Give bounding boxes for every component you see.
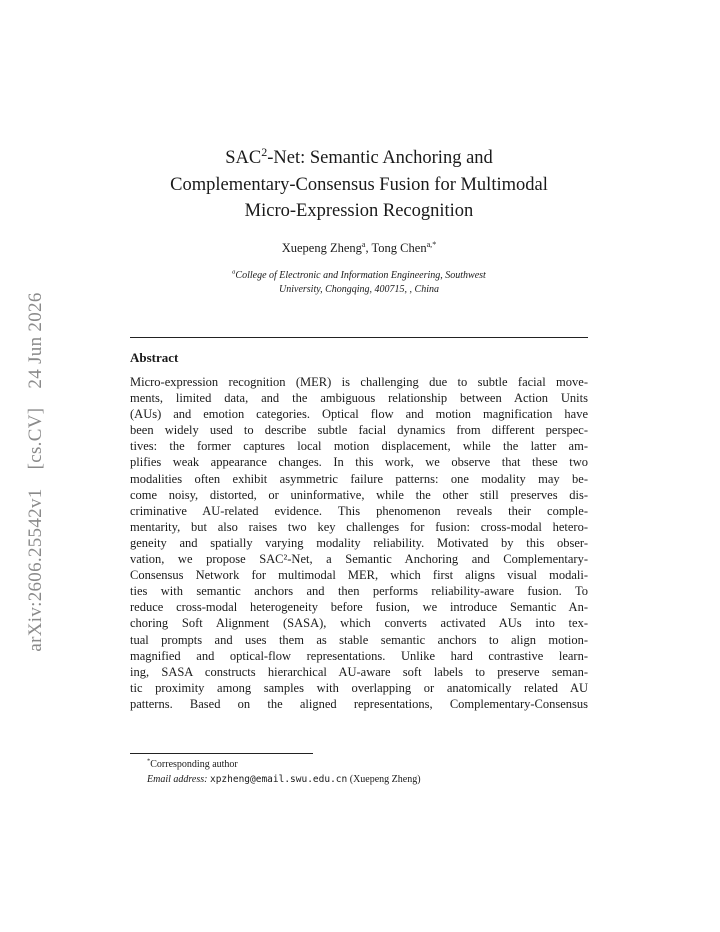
email-owner: (Xuepeng Zheng)	[349, 774, 421, 785]
abstract-line: (AUs) and emotion categories. Optical flow and motion magnification have	[130, 407, 588, 422]
abstract-line: ties with semantic anchors and then performs reliability-aware fusion. To	[130, 584, 588, 599]
abstract-line: mentarity, but also raises two key challenges for fusion: cross-modal hetero-	[130, 519, 588, 534]
email-label: Email address:	[147, 774, 208, 785]
abstract-line: tic proximity among samples with overlapping or anatomically related AU	[130, 680, 588, 695]
abstract-top-rule	[130, 337, 588, 338]
abstract-line: tives: the former captures local motion displacement, while the latter am-	[130, 439, 588, 454]
email-note	[147, 772, 421, 787]
abstract-body	[130, 374, 588, 712]
abstract-line: magnified and optical-flow representations. Unlike hard contrastive learn-	[130, 648, 588, 663]
abstract-line: been widely used to describe subtle facial dynamics from different perspec-	[130, 423, 588, 438]
abstract-line: choring Soft Alignment (SASA), which converts activated AUs into tex-	[130, 616, 588, 631]
abstract-line: come noisy, distorted, or uninformative, while the other still preserves dis-	[130, 487, 588, 502]
footnotes	[147, 757, 421, 787]
author-separator: ,	[365, 241, 372, 255]
abstract-line: tual prompts and uses them as stable semantic anchors to align motion-	[130, 632, 588, 647]
abstract-line: Micro-expression recognition (MER) is challenging due to subtle facial move-	[130, 375, 588, 389]
corresponding-author-note	[147, 757, 421, 772]
abstract-line: geneity and spatially varying modality reliability. Motivated by this obser-	[130, 535, 588, 550]
title-prefix: SAC	[225, 148, 262, 168]
footnote-text: Corresponding author	[150, 759, 238, 770]
title-line-3: Micro-Expression Recognition	[244, 201, 474, 221]
title-line-1	[130, 145, 588, 172]
author-list	[130, 241, 588, 256]
author-mark: a	[361, 239, 366, 249]
abstract-line: criminative AU-related evidence. This phenomenon reveals their comple-	[130, 503, 588, 518]
footnote-rule	[130, 753, 313, 754]
email-address[interactable]: xpzheng@email.swu.edu.cn	[209, 774, 348, 785]
arxiv-id: arXiv:2606.25542v1	[25, 488, 46, 652]
author-mark: a,*	[426, 239, 437, 249]
title-superscript: 2	[261, 144, 268, 159]
paper-title	[130, 145, 588, 225]
title-line-2: Complementary-Consensus Fusion for Multimodal	[170, 174, 548, 195]
abstract-line: patterns. Based on the aligned representations, Complementary-Consensus	[130, 696, 588, 711]
abstract-line: modalities often exhibit asymmetric failure patterns: one modality may be-	[130, 471, 588, 486]
arxiv-sidebar-stamp	[25, 278, 47, 651]
footnote-mark: *	[147, 757, 151, 765]
affiliation-line-1	[130, 269, 588, 283]
arxiv-category: [cs.CV]	[25, 407, 46, 470]
abstract-heading: Abstract	[130, 350, 179, 365]
title-suffix: -Net: Semantic Anchoring and	[267, 148, 493, 168]
affiliation	[130, 269, 588, 297]
affiliation-line-2: University, Chongqing, 400715, , China	[279, 284, 439, 295]
abstract-line: vation, we propose SAC²-Net, a Semantic Anchoring and Complementary-	[130, 552, 588, 567]
author-name: Tong Chen	[371, 241, 427, 255]
affiliation-text: College of Electronic and Information Engineering, Southwest	[235, 270, 486, 281]
affiliation-mark: a	[232, 268, 236, 276]
abstract-line: ments, limited data, and the ambiguous relationship between Action Units	[130, 391, 588, 406]
abstract-line: ing, SASA constructs hierarchical AU-aware soft labels to preserve seman-	[130, 664, 588, 679]
author-name: Xuepeng Zheng	[281, 241, 362, 255]
abstract-line: reduce cross-modal heterogeneity before fusion, we introduce Semantic An-	[130, 600, 588, 615]
abstract-line: plifies weak appearance changes. In this work, we observe that these two	[130, 455, 588, 470]
abstract-line: Consensus Network for multimodal MER, which first aligns visual modali-	[130, 568, 588, 583]
arxiv-date: 24 Jun 2026	[25, 292, 46, 389]
